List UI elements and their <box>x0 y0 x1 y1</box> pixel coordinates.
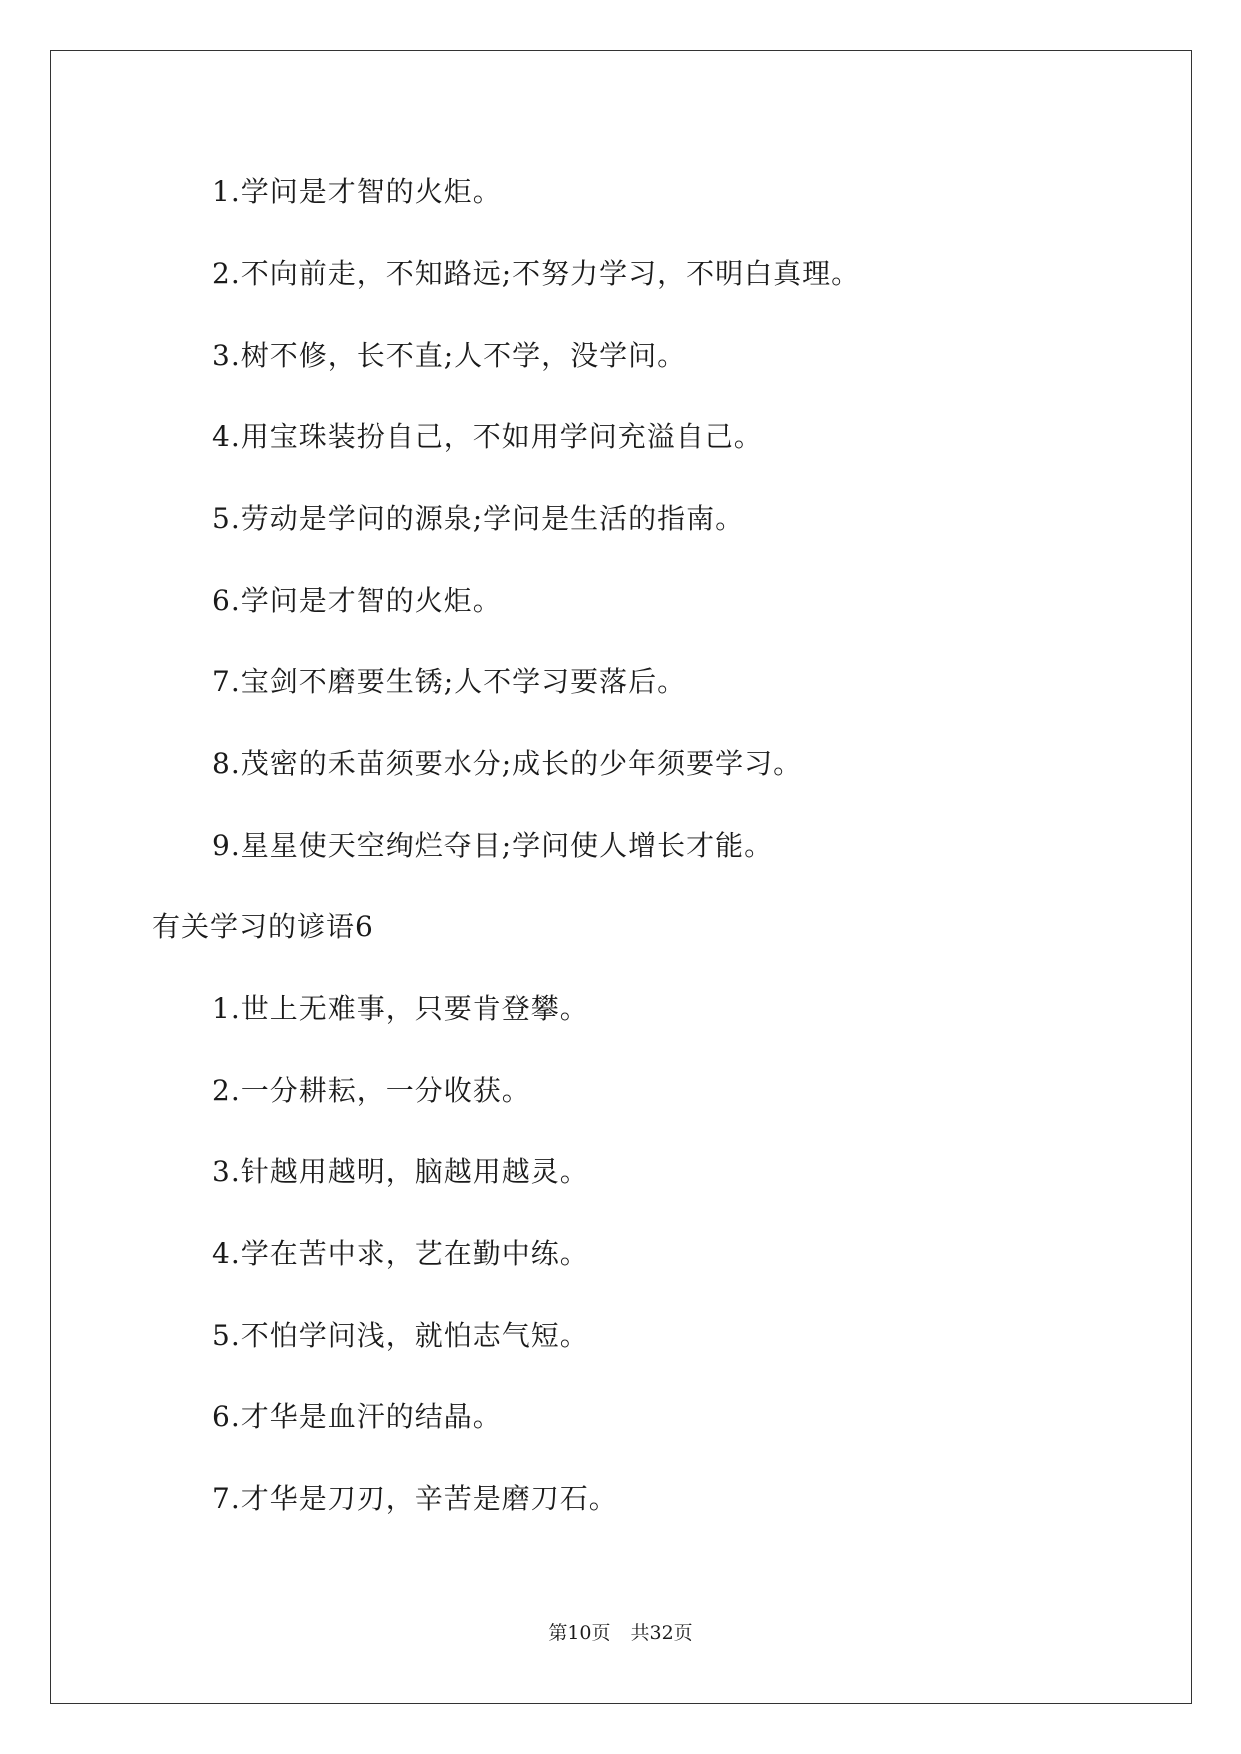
list-item: 6.才华是血汗的结晶。 <box>212 1400 502 1433</box>
list-item: 1.学问是才智的火炬。 <box>212 175 502 208</box>
total-page-count: 共32页 <box>630 1622 693 1644</box>
list-item: 3.针越用越明，脑越用越灵。 <box>212 1155 589 1188</box>
page-footer <box>0 1620 1241 1646</box>
list-item: 3.树不修，长不直;人不学，没学问。 <box>212 339 687 372</box>
section-heading: 有关学习的谚语6 <box>152 910 374 943</box>
list-item: 9.星星使天空绚烂夺目;学问使人增长才能。 <box>212 829 774 862</box>
list-item: 1.世上无难事，只要肯登攀。 <box>212 992 589 1025</box>
list-item: 2.一分耕耘，一分收获。 <box>212 1074 531 1107</box>
list-item: 5.劳动是学问的源泉;学问是生活的指南。 <box>212 502 745 535</box>
list-item: 8.茂密的禾苗须要水分;成长的少年须要学习。 <box>212 747 803 780</box>
list-item: 5.不怕学问浅，就怕志气短。 <box>212 1319 589 1352</box>
list-item: 2.不向前走，不知路远;不努力学习，不明白真理。 <box>212 257 861 290</box>
list-item: 7.才华是刀刃，辛苦是磨刀石。 <box>212 1482 618 1515</box>
list-item: 4.学在苦中求，艺在勤中练。 <box>212 1237 589 1270</box>
page-border <box>50 50 1192 1704</box>
current-page-number: 第10页 <box>548 1622 611 1644</box>
list-item: 4.用宝珠装扮自己，不如用学问充溢自己。 <box>212 420 763 453</box>
list-item: 7.宝剑不磨要生锈;人不学习要落后。 <box>212 665 687 698</box>
list-item: 6.学问是才智的火炬。 <box>212 584 502 617</box>
